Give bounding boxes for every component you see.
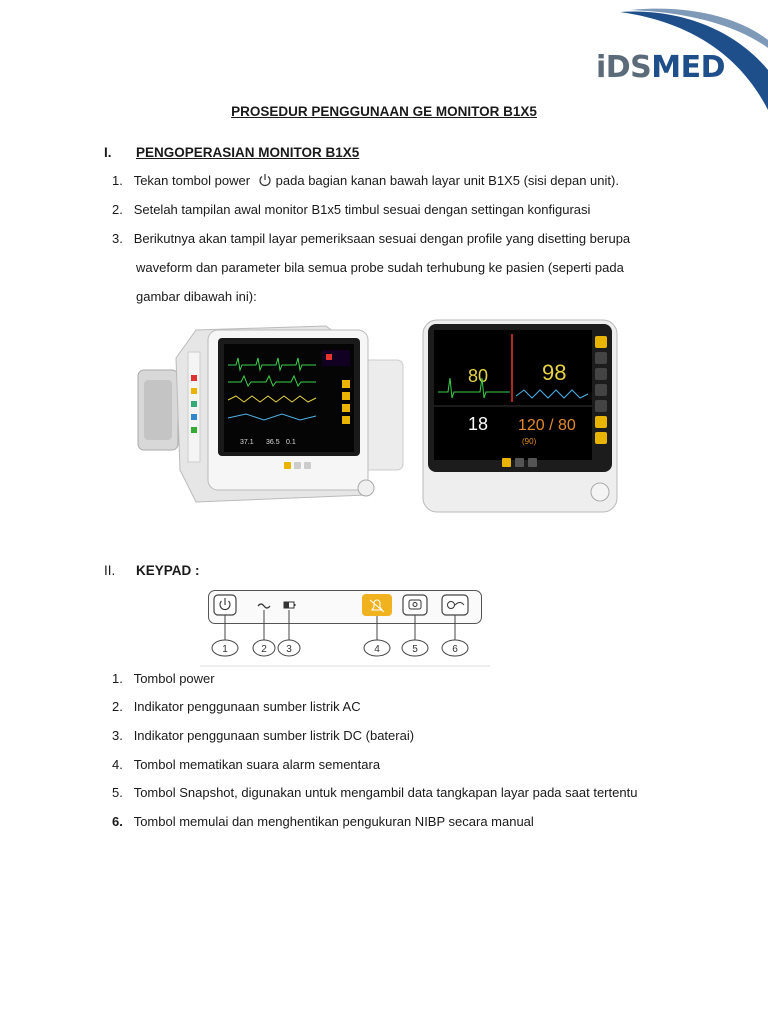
section-2-number: II. (104, 563, 116, 578)
keypad-item-1: 1. Tombol power (112, 671, 215, 686)
step-3-line-3: gambar dibawah ini): (136, 289, 257, 304)
callout-3: 3 (286, 644, 292, 655)
nibp-mean-value: (90) (522, 437, 537, 446)
step-3-line-2: waveform dan parameter bila semua probe sudah terhubung ke pasien (seperti pada (136, 260, 624, 275)
hr-value: 80 (468, 366, 489, 386)
keypad-diagram (200, 584, 490, 670)
left-reading-1: 37.1 (240, 439, 254, 446)
keypad-item-5: 5. Tombol Snapshot, digunakan untuk mengambil data tangkapan layar pada saat tertentu (112, 785, 638, 800)
step-1: 1. Tekan tombol power pada bagian kanan bawah layar unit B1X5 (sisi depan unit). (112, 173, 619, 188)
idsmed-logo: iDSMED (596, 50, 726, 85)
step-2: 2. Setelah tampilan awal monitor B1x5 timbul sesuai dengan settingan konfigurasi (112, 202, 591, 217)
nibp-value: 120 / 80 (518, 417, 576, 434)
section-1-title: PENGOPERASIAN MONITOR B1X5 (136, 145, 360, 160)
step-3: 3. Berikutnya akan tampil layar pemeriksaan sesuai dengan profile yang disetting berupa (112, 231, 631, 246)
document-title: PROSEDUR PENGGUNAAN GE MONITOR B1X5 (231, 104, 537, 119)
keypad-item-3: 3. Indikator penggunaan sumber listrik DC (baterai) (112, 728, 415, 743)
callout-4: 4 (374, 644, 380, 655)
power-icon (258, 173, 272, 187)
keypad-item-4: 4. Tombol mematikan suara alarm sementara (112, 757, 381, 772)
monitor-image-right (420, 318, 620, 516)
spo2-value: 98 (542, 360, 567, 385)
left-reading-3: 0.1 (286, 439, 296, 446)
resp-value: 18 (468, 414, 489, 434)
section-2-title: KEYPAD : (136, 563, 200, 578)
callout-2: 2 (261, 644, 267, 655)
left-reading-2: 36.5 (266, 439, 280, 446)
callout-6: 6 (452, 644, 458, 655)
section-1-number: I. (104, 145, 112, 160)
keypad-item-2: 2. Indikator penggunaan sumber listrik AC (112, 699, 361, 714)
callout-5: 5 (412, 644, 418, 655)
monitor-image-left (136, 320, 406, 515)
keypad-item-6: 6. Tombol memulai dan menghentikan pengukuran NIBP secara manual (112, 814, 534, 829)
callout-1: 1 (222, 644, 228, 655)
